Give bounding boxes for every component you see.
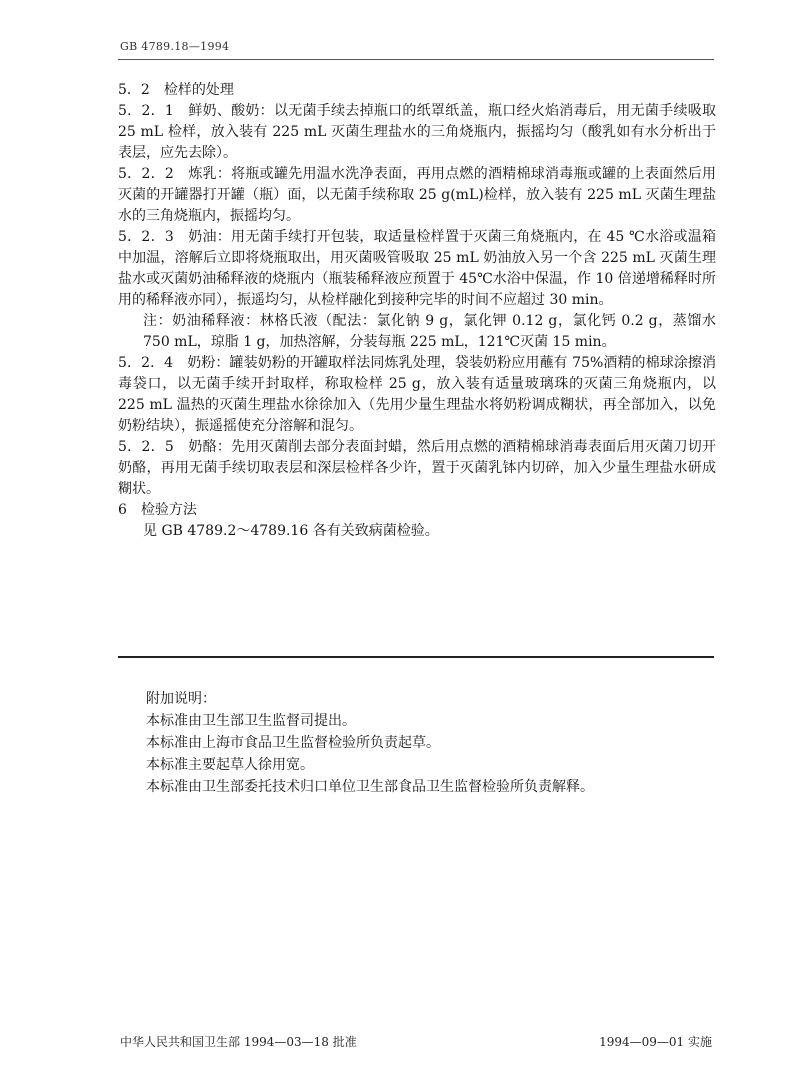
section-divider: [118, 656, 714, 658]
clause-paragraph: 5．2．2 炼乳：将瓶或罐先用温水洗净表面，再用点燃的酒精棉球消毒瓶或罐的上表面然后用灭菌的开罐器打开罐（瓶）面，以无菌手续称取 25 g(mL)检样，放入装有 225 mL 灭菌生理盐水的三角烧瓶内，振摇均匀。: [118, 166, 716, 224]
standard-code: GB 4789.18—1994: [120, 40, 230, 53]
notes-title: 附加说明：: [146, 691, 216, 707]
header-divider: [118, 59, 714, 60]
additional-notes: [146, 688, 706, 798]
document-body: [118, 80, 716, 542]
section-heading: 5．2 检样的处理: [118, 82, 234, 98]
clause-paragraph: 5．2．4 奶粉：罐装奶粉的开罐取样法同炼乳处理，袋装奶粉应用蘸有 75%酒精的棉球涂擦消毒袋口，以无菌手续开封取样，称取检样 25 g，放入装有适量玻璃珠的灭菌三角烧瓶内，以 225 mL 温热的灭菌生理盐水徐徐加入（先用少量生理盐水将奶粉调成糊状，再全部加入，以免奶粉结块），振遥摇使充分溶解和混匀。: [118, 355, 716, 434]
clause-paragraph: 5．2．1 鲜奶、酸奶：以无菌手续去掉瓶口的纸罩纸盖，瓶口经火焰消毒后，用无菌手续吸取 25 mL 检样，放入装有 225 mL 灭菌生理盐水的三角烧瓶内，振摇均匀（酸乳如有水分析出于表层，应先去除）。: [118, 103, 716, 161]
notes-line: 本标准由上海市食品卫生监督检验所负责起草。: [146, 735, 440, 751]
implementation-date: 1994—09—01 实施: [599, 1035, 712, 1049]
notes-line: 本标准主要起草人徐用宽。: [146, 757, 314, 773]
note-paragraph: 注：奶油稀释液：林格氏液（配法：氯化钠 9 g，氯化钾 0.12 g，氯化钙 0.2 g，蒸馏水 750 mL，琼脂 1 g，加热溶解，分装每瓶 225 mL，121℃灭菌 15 min。: [143, 313, 716, 350]
reference-paragraph: 见 GB 4789.2～4789.16 各有关致病菌检验。: [143, 523, 439, 539]
notes-line: 本标准由卫生部委托技术归口单位卫生部食品卫生监督检验所负责解释。: [146, 779, 594, 795]
clause-paragraph: 5．2．5 奶酪：先用灭菌削去部分表面封蜡，然后用点燃的酒精棉球消毒表面后用灭菌刀切开奶酪，再用无菌手续切取表层和深层检样各少许，置于灭菌乳钵内切碎，加入少量生理盐水研成糊状。: [118, 439, 716, 497]
approval-date: 中华人民共和国卫生部 1994—03—18 批准: [120, 1035, 357, 1049]
clause-paragraph: 5．2．3 奶油：用无菌手续打开包装，取适量检样置于灭菌三角烧瓶内，在 45 ℃水浴或温箱中加温，溶解后立即将烧瓶取出，用灭菌吸管吸取 25 mL 奶油放入另一个含 225 mL 灭菌生理盐水或灭菌奶油稀释液的烧瓶内（瓶装稀释液应预置于 45℃水浴中保温，作 10 倍递增稀释时所用的稀释液亦同），振遥均匀，从检样融化到接种完毕的时间不应超过 30 min。: [118, 229, 716, 308]
section-heading: 6 检验方法: [118, 502, 197, 518]
notes-line: 本标准由卫生部卫生监督司提出。: [146, 713, 356, 729]
